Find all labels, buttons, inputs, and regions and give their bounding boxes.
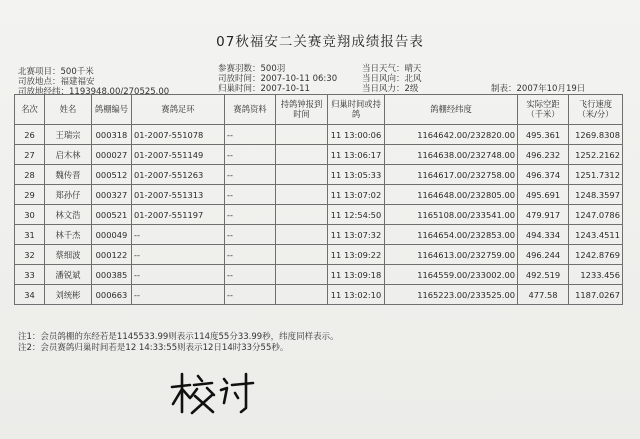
- table-row: [15, 265, 623, 285]
- cell-ring: 01-2007-551197: [132, 205, 225, 225]
- cell-rank: 27: [15, 145, 45, 165]
- cell-ring: 01-2007-551263: [132, 165, 225, 185]
- made-date: 制表：2007年10月19日: [491, 84, 586, 94]
- col-ring: 赛鸽足环: [132, 95, 225, 125]
- cell-return-time: 11 13:06:17: [328, 145, 385, 165]
- footnote-2: 注2：会员赛鸽归巢时间若是12 14:33:55则表示12日14时33分55秒。: [18, 343, 289, 353]
- cell-return-time: 11 13:07:32: [328, 225, 385, 245]
- cell-name: 蔡细波: [45, 245, 92, 265]
- cell-pigeon-info: --: [225, 265, 276, 285]
- cell-name: 郑孙仔: [45, 185, 92, 205]
- wind-force: 当日风力：2级: [362, 84, 419, 94]
- cell-loft-coords: 1165223.00/233525.00: [385, 285, 518, 305]
- cell-clock-time: [276, 145, 328, 165]
- cell-ring: 01-2007-551149: [132, 145, 225, 165]
- cell-loft-id: 000049: [92, 225, 132, 245]
- cell-name: 林千杰: [45, 225, 92, 245]
- cell-loft-coords: 1164648.00/232805.00: [385, 185, 518, 205]
- cell-pigeon-info: --: [225, 185, 276, 205]
- cell-ring: --: [132, 265, 225, 285]
- cell-distance: 495.361: [518, 125, 569, 145]
- col-loft-id: 鸽棚编号: [92, 95, 132, 125]
- cell-distance: 496.244: [518, 245, 569, 265]
- cell-pigeon-info: --: [225, 245, 276, 265]
- race-distance: 北赛项目：500千米: [18, 67, 94, 77]
- cell-rank: 30: [15, 205, 45, 225]
- cell-ring: --: [132, 245, 225, 265]
- cell-clock-time: [276, 205, 328, 225]
- cell-name: 王瑞宗: [45, 125, 92, 145]
- cell-speed: 1252.2162: [569, 145, 623, 165]
- cell-rank: 33: [15, 265, 45, 285]
- cell-clock-time: [276, 245, 328, 265]
- table-row: [15, 225, 623, 245]
- table-row: [15, 125, 623, 145]
- cell-loft-id: 000385: [92, 265, 132, 285]
- table-row: [15, 285, 623, 305]
- release-location: 司放地点：福建福安: [18, 77, 95, 87]
- cell-loft-id: 000318: [92, 125, 132, 145]
- col-pigeon-info: 赛鸽资料: [225, 95, 276, 125]
- table-row: [15, 145, 623, 165]
- cell-speed: 1251.7312: [569, 165, 623, 185]
- cell-ring: 01-2007-551078: [132, 125, 225, 145]
- results-table: [14, 94, 623, 305]
- cell-name: 刘统彬: [45, 285, 92, 305]
- cell-speed: 1247.0786: [569, 205, 623, 225]
- race-meta-left: [18, 67, 169, 97]
- cell-rank: 34: [15, 285, 45, 305]
- col-speed: 飞行速度（米/分）: [569, 95, 623, 125]
- cell-clock-time: [276, 265, 328, 285]
- weather-meta: [362, 64, 422, 94]
- cell-speed: 1233.456: [569, 265, 623, 285]
- cell-distance: 495.691: [518, 185, 569, 205]
- cell-rank: 26: [15, 125, 45, 145]
- cell-loft-id: 000512: [92, 165, 132, 185]
- col-return-time: 归巢时间或持鸽: [328, 95, 385, 125]
- table-row: [15, 205, 623, 225]
- cell-loft-id: 000122: [92, 245, 132, 265]
- footnotes: [18, 332, 339, 354]
- cell-return-time: 11 13:09:18: [328, 265, 385, 285]
- cell-speed: 1243.4511: [569, 225, 623, 245]
- cell-loft-coords: 1164642.00/232820.00: [385, 125, 518, 145]
- cell-ring: --: [132, 285, 225, 305]
- col-loft-coords: 鸽棚经纬度: [385, 95, 518, 125]
- weather: 当日天气：晴天: [362, 64, 422, 74]
- cell-speed: 1242.8769: [569, 245, 623, 265]
- cell-return-time: 11 13:00:06: [328, 125, 385, 145]
- cell-distance: 479.917: [518, 205, 569, 225]
- release-time: 司放时间：2007-10-11 06:30: [218, 74, 338, 84]
- cell-speed: 1248.3597: [569, 185, 623, 205]
- cell-speed: 1187.0267: [569, 285, 623, 305]
- cell-loft-id: 000521: [92, 205, 132, 225]
- cell-pigeon-info: --: [225, 165, 276, 185]
- return-date: 归巢时间：2007-10-11: [218, 84, 310, 94]
- cell-return-time: 11 12:54:50: [328, 205, 385, 225]
- cell-loft-coords: 1164638.00/232748.00: [385, 145, 518, 165]
- cell-loft-id: 000027: [92, 145, 132, 165]
- cell-loft-id: 000327: [92, 185, 132, 205]
- cell-loft-coords: 1164654.00/232853.00: [385, 225, 518, 245]
- cell-pigeon-info: --: [225, 145, 276, 165]
- cell-return-time: 11 13:02:10: [328, 285, 385, 305]
- col-clock-time: 持鸽钟报到时间: [276, 95, 328, 125]
- cell-clock-time: [276, 185, 328, 205]
- cell-name: 魏传晋: [45, 165, 92, 185]
- cell-pigeon-info: --: [225, 205, 276, 225]
- cell-return-time: 11 13:07:02: [328, 185, 385, 205]
- cell-distance: 492.519: [518, 265, 569, 285]
- cell-distance: 494.334: [518, 225, 569, 245]
- cell-clock-time: [276, 165, 328, 185]
- cell-pigeon-info: --: [225, 125, 276, 145]
- cell-distance: 496.374: [518, 165, 569, 185]
- cell-loft-coords: 1164617.00/232758.00: [385, 165, 518, 185]
- cell-loft-coords: 1165108.00/233541.00: [385, 205, 518, 225]
- cell-loft-coords: 1164613.00/232759.00: [385, 245, 518, 265]
- table-row: [15, 245, 623, 265]
- cell-rank: 32: [15, 245, 45, 265]
- cell-pigeon-info: --: [225, 225, 276, 245]
- table-header-row: [15, 95, 623, 125]
- col-distance: 实际空距（千米）: [518, 95, 569, 125]
- wind-direction: 当日风向：北风: [362, 74, 422, 84]
- cell-return-time: 11 13:09:22: [328, 245, 385, 265]
- cell-rank: 28: [15, 165, 45, 185]
- col-rank: 名次: [15, 95, 45, 125]
- cell-ring: --: [132, 225, 225, 245]
- cell-ring: 01-2007-551313: [132, 185, 225, 205]
- cell-clock-time: [276, 125, 328, 145]
- release-coordinates: 司放地经纬：1193948.00/270525.00: [18, 87, 170, 97]
- col-name: 姓名: [45, 95, 92, 125]
- cell-rank: 29: [15, 185, 45, 205]
- race-meta-middle: [218, 64, 337, 94]
- report-title: 07秋福安二关赛竞翔成绩报告表: [216, 34, 424, 50]
- cell-clock-time: [276, 285, 328, 305]
- cell-name: 林文浩: [45, 205, 92, 225]
- cell-rank: 31: [15, 225, 45, 245]
- cell-clock-time: [276, 225, 328, 245]
- entry-count: 参赛羽数：500羽: [218, 64, 286, 74]
- cell-name: 潘锐斌: [45, 265, 92, 285]
- cell-pigeon-info: --: [225, 285, 276, 305]
- cell-speed: 1269.8308: [569, 125, 623, 145]
- cell-loft-id: 000663: [92, 285, 132, 305]
- results-body: [15, 125, 623, 305]
- table-row: [15, 165, 623, 185]
- cell-name: 启木林: [45, 145, 92, 165]
- proofreader-signature: [168, 368, 258, 418]
- cell-distance: 496.232: [518, 145, 569, 165]
- cell-return-time: 11 13:05:33: [328, 165, 385, 185]
- cell-loft-coords: 1164559.00/233002.00: [385, 265, 518, 285]
- table-row: [15, 185, 623, 205]
- cell-distance: 477.58: [518, 285, 569, 305]
- footnote-1: 注1：会员鸽棚的东经若是1145533.99则表示114度55分33.99秒，纬度同样表示。: [18, 332, 339, 342]
